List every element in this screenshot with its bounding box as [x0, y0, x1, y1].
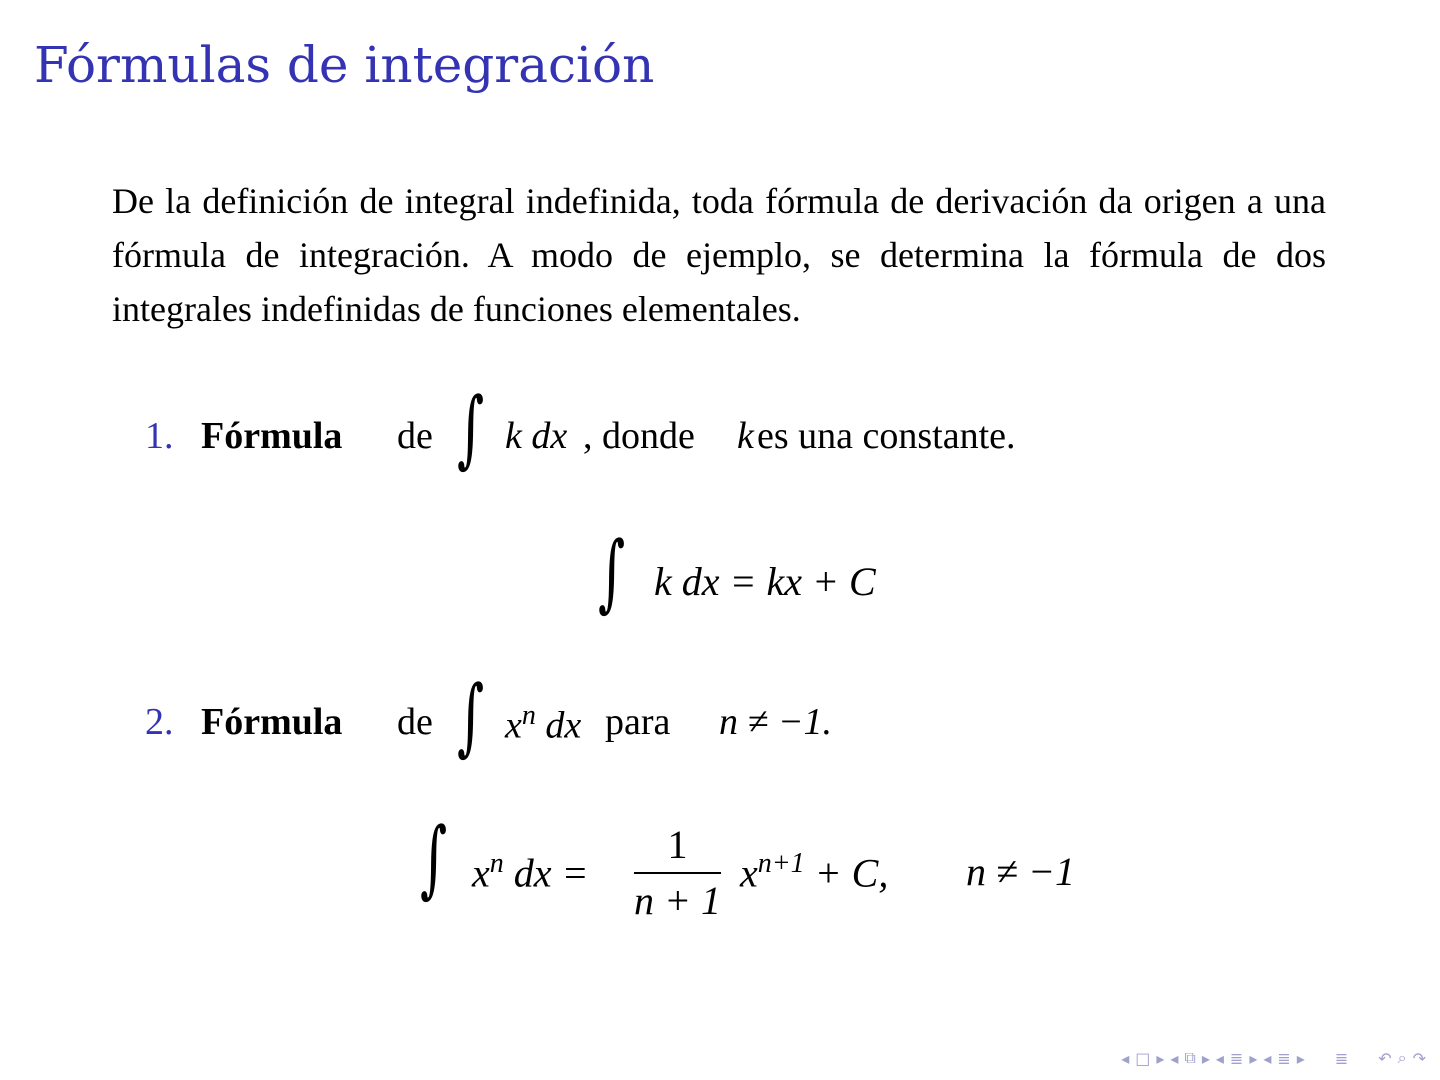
item-label: Fórmula	[201, 701, 343, 743]
integral-sign-icon: ∫	[457, 667, 485, 765]
nav-right-arrow-icon[interactable]: ▸	[1296, 1048, 1305, 1068]
frame-icon[interactable]: □	[1135, 1048, 1151, 1068]
rhs-tail: + C,	[804, 850, 889, 896]
item-var: k	[737, 415, 754, 457]
item-suffix: para	[605, 701, 671, 743]
nav-left-arrow-icon[interactable]: ◂	[1263, 1048, 1272, 1068]
slide-title: Fórmulas de integración	[34, 36, 655, 94]
display-formula-2	[420, 809, 1120, 932]
navigation-bar	[1121, 1046, 1426, 1070]
forward-icon[interactable]: ↷	[1412, 1048, 1426, 1068]
lhs-exponent: n	[489, 848, 504, 879]
fraction	[634, 818, 721, 928]
item-de: de	[397, 415, 433, 457]
display-formula-1	[598, 523, 958, 640]
integral-sign-icon: ∫	[457, 379, 485, 477]
item-integrand	[505, 700, 581, 748]
formula-2-condition: n ≠ −1	[966, 849, 1075, 894]
nav-right-arrow-icon[interactable]: ▸	[1249, 1048, 1258, 1068]
item-de: de	[397, 701, 433, 743]
rhs-exponent: n+1	[757, 848, 805, 879]
lhs-base: x	[472, 850, 490, 896]
subsection-icon[interactable]: ⧉	[1184, 1048, 1196, 1067]
integrand-exponent: n	[521, 700, 536, 731]
item-suffix2: es una constante.	[757, 415, 1016, 457]
item-suffix: , donde	[583, 415, 695, 457]
integral-sign-icon: ∫	[598, 523, 626, 621]
item-label: Fórmula	[201, 415, 343, 457]
formula-2-lhs	[472, 848, 589, 896]
nav-left-arrow-icon[interactable]: ◂	[1121, 1048, 1130, 1068]
integral-sign-icon: ∫	[420, 809, 448, 907]
intro-paragraph: De la definición de integral indefinida, toda fórmula de derivación da origen a una fórmula de integración. A modo de ejemplo, se determina la fórmula de dos integrales indefinidas de funciones elementales.	[112, 181, 1326, 329]
integrand-dx: dx	[535, 704, 582, 747]
nav-left-arrow-icon[interactable]: ◂	[1170, 1048, 1179, 1068]
integrand-base: x	[505, 704, 522, 747]
back-icon[interactable]: ↶	[1378, 1048, 1392, 1068]
nav-left-arrow-icon[interactable]: ◂	[1215, 1048, 1224, 1068]
lhs-dx: dx =	[503, 850, 589, 896]
formula-1-body: k dx = kx + C	[654, 559, 876, 604]
item-number: 2.	[145, 701, 174, 743]
toc-icon[interactable]: ≣	[1334, 1048, 1349, 1068]
item-integrand: k dx	[505, 415, 568, 457]
section-icon[interactable]: ≣	[1229, 1048, 1244, 1068]
nav-right-arrow-icon[interactable]: ▸	[1201, 1048, 1210, 1068]
rhs-base: x	[740, 850, 758, 896]
formula-2-rhs	[740, 848, 888, 896]
item-number: 1.	[145, 415, 174, 457]
item-condition: n ≠ −1.	[719, 701, 832, 743]
search-icon[interactable]: ⌕	[1397, 1048, 1407, 1067]
nav-right-arrow-icon[interactable]: ▸	[1156, 1048, 1165, 1068]
fraction-denominator: n + 1	[634, 878, 721, 923]
section-icon[interactable]: ≣	[1277, 1048, 1291, 1068]
fraction-numerator: 1	[634, 818, 721, 874]
